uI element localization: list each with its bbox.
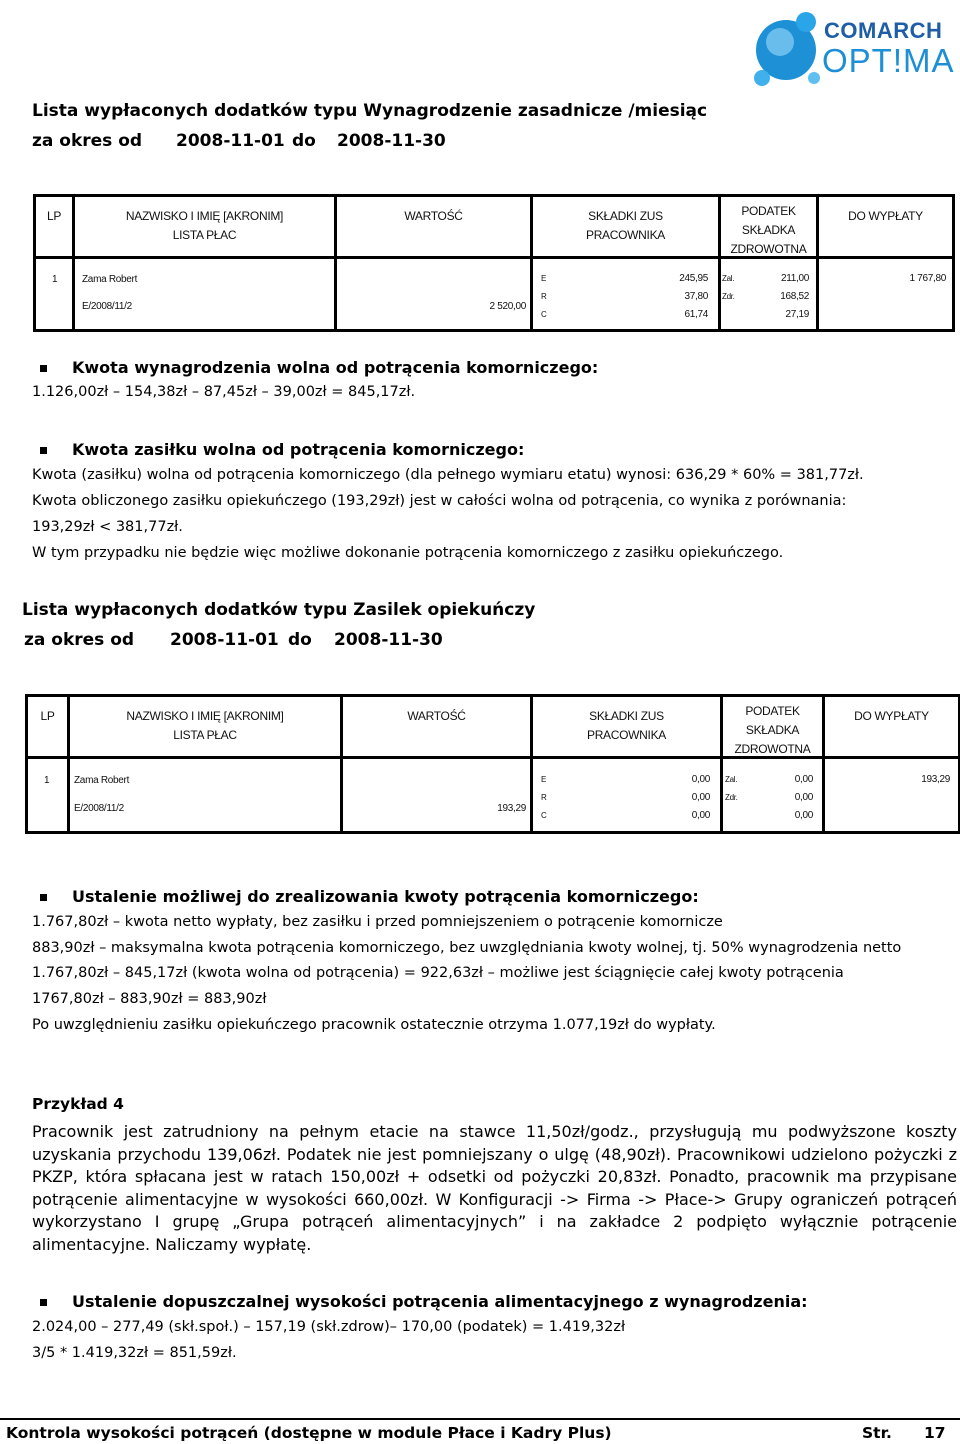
row-list: E/2008/11/2 — [82, 301, 132, 312]
section1-heading: Kwota wynagrodzenia wolna od potrącenia komorniczego: — [40, 358, 740, 378]
section4-line2: 3/5 * 1.419,32zł = 851,59zł. — [32, 1345, 237, 1361]
zdr: 168,52 — [780, 291, 809, 302]
report1-title: Lista wypłaconych dodatków typu Wynagrodzenie zasadnicze /miesiąc — [32, 101, 708, 121]
report1-to-label: do — [292, 131, 316, 151]
zus-c: 61,74 — [684, 309, 708, 320]
zus-r-label: R — [541, 793, 547, 802]
header-name: NAZWISKO I IMIĘ [AKRONIM] LISTA PŁAC — [126, 709, 284, 742]
header-pay: DO WYPŁATY — [848, 209, 923, 223]
zal-label: Zal. — [725, 775, 738, 784]
report1-table — [33, 194, 955, 332]
section3-line1: 1.767,80zł – kwota netto wypłaty, bez zasiłku i przed pomniejszeniem o potrącenie komornicze — [32, 914, 723, 930]
footer-title: Kontrola wysokości potrąceń (dostępne w module Płace i Kadry Plus) — [6, 1424, 612, 1442]
section3-line5: Po uwzględnieniu zasiłku opiekuńczego pracownik ostatecznie otrzyma 1.077,19zł do wypłaty. — [32, 1017, 716, 1033]
zdr2: 27,19 — [785, 309, 809, 320]
row-lp: 1 — [52, 274, 58, 285]
section4-heading: Ustalenie dopuszczalnej wysokości potrącenia alimentacyjnego z wynagrodzenia: — [40, 1292, 900, 1312]
report2-date-to: 2008-11-30 — [334, 630, 443, 650]
section2-line1: Kwota (zasiłku) wolna od potrącenia komorniczego (dla pełnego wymiaru etatu) wynosi: 636,29 * 60% = 381,77zł. — [32, 467, 864, 483]
report2-period — [24, 630, 524, 652]
zdr2: 0,00 — [794, 810, 813, 821]
row-name: Zama Robert — [74, 775, 130, 786]
header-value: WARTOŚĆ — [404, 209, 463, 223]
section3-line3: 1.767,80zł – 845,17zł (kwota wolna od potrącenia) = 922,63zł – możliwe jest ściągnięcie całej kwoty potrącenia — [32, 965, 844, 981]
example4-paragraph: Pracownik jest zatrudniony na pełnym etacie na stawce 11,50zł/godz., przysługują mu podwyższone koszty uzyskania przychodu 139,06zł. Podatek nie jest pomniejszany o ulgę (48,90zł). Pracownikowi udzielono pożyczki z PKZP, która spłacana jest w ratach 150,00zł + odsetki od pożyczki 20,83zł. Ponadto, pracownik ma przypisane potrącenie alimentacyjne w wysokości 660,00zł. W Konfiguracji -> Firma -> Płace-> Grupy ograniczeń potrąceń wykorzystano I grupę „Grupa potrąceń alimentacyjnych” i na zakładce 2 podpięto wyłącznie potrącenie alimentacyjne. Naliczamy wypłatę. — [32, 1122, 957, 1254]
header-tax: PODATEK SKŁADKA ZDROWOTNA — [730, 204, 807, 256]
zus-e-label: E — [541, 274, 547, 283]
header-value: WARTOŚĆ — [407, 709, 466, 723]
zdr: 0,00 — [794, 792, 813, 803]
header-zus: SKŁADKI ZUS PRACOWNIKA — [586, 709, 666, 742]
zus-r: 37,80 — [684, 291, 708, 302]
header-tax: PODATEK SKŁADKA ZDROWOTNA — [734, 704, 811, 756]
section2-line2: Kwota obliczonego zasiłku opiekuńczego (193,29zł) jest w całości wolna od potrącenia, co wynika z porównania: — [32, 493, 847, 509]
header-lp: LP — [40, 709, 55, 723]
logo-text-optima: OPT!MA — [822, 42, 955, 79]
section2-line4: W tym przypadku nie będzie więc możliwe dokonanie potrącenia komorniczego z zasiłku opiekuńczego. — [32, 545, 784, 561]
zus-e: 245,95 — [679, 273, 708, 284]
row-name: Zama Robert — [82, 274, 138, 285]
zdr-label: Zdr. — [722, 292, 735, 301]
header-zus: SKŁADKI ZUS PRACOWNIKA — [585, 209, 665, 242]
row-value: 193,29 — [497, 803, 526, 814]
zus-e-label: E — [541, 775, 547, 784]
footer-page — [862, 1424, 958, 1444]
footer-page-label: Str. — [862, 1424, 892, 1442]
report2-title: Lista wypłaconych dodatków typu Zasilek opiekuńczy — [22, 600, 536, 620]
zal: 0,00 — [794, 774, 813, 785]
report1-date-to: 2008-11-30 — [337, 131, 446, 151]
section2-line3: 193,29zł < 381,77zł. — [32, 519, 183, 535]
footer-page-number: 17 — [924, 1424, 946, 1442]
row-value: 2 520,00 — [489, 301, 526, 312]
logo-text-comarch: COMARCH — [824, 18, 943, 43]
section3-heading: Ustalenie możliwej do zrealizowania kwoty potrącenia komorniczego: — [40, 887, 800, 907]
zal-label: Zal. — [722, 274, 735, 283]
zus-c-label: C — [541, 811, 547, 820]
zdr-label: Zdr. — [725, 793, 738, 802]
report2-table — [25, 694, 960, 834]
section4-line1: 2.024,00 – 277,49 (skł.społ.) – 157,19 (skł.zdrow)– 170,00 (podatek) = 1.419,32zł — [32, 1319, 626, 1335]
header-pay: DO WYPŁATY — [854, 709, 929, 723]
report1-period — [32, 131, 532, 153]
row-pay: 193,29 — [921, 774, 950, 785]
row-list: E/2008/11/2 — [74, 803, 124, 814]
report2-to-label: do — [288, 630, 312, 650]
section2-heading: Kwota zasiłku wolna od potrącenia komorniczego: — [40, 440, 740, 460]
row-pay: 1 767,80 — [909, 273, 946, 284]
example4-heading: Przykład 4 — [32, 1095, 124, 1113]
footer-rule — [0, 1418, 960, 1420]
report2-date-from: 2008-11-01 — [170, 630, 279, 650]
header-name: NAZWISKO I IMIĘ [AKRONIM] LISTA PŁAC — [125, 209, 284, 242]
zus-r: 0,00 — [691, 792, 710, 803]
zus-e: 0,00 — [691, 774, 710, 785]
header-lp: LP — [46, 209, 62, 223]
row-lp: 1 — [44, 775, 50, 786]
zus-c-label: C — [541, 310, 547, 319]
report2-period-label: za okres od — [24, 630, 135, 650]
zus-r-label: R — [541, 292, 547, 301]
section1-line1: 1.126,00zł – 154,38zł – 87,45zł – 39,00zł = 845,17zł. — [32, 384, 416, 400]
report1-period-label: za okres od — [32, 131, 143, 151]
report1-date-from: 2008-11-01 — [176, 131, 285, 151]
zus-c: 0,00 — [691, 810, 710, 821]
zal: 211,00 — [780, 273, 809, 284]
section3-line4: 1767,80zł – 883,90zł = 883,90zł — [32, 991, 267, 1007]
section3-line2: 883,90zł – maksymalna kwota potrącenia komorniczego, bez uwzględniania kwoty wolnej, tj. 50% wynagrodzenia netto — [32, 940, 902, 956]
